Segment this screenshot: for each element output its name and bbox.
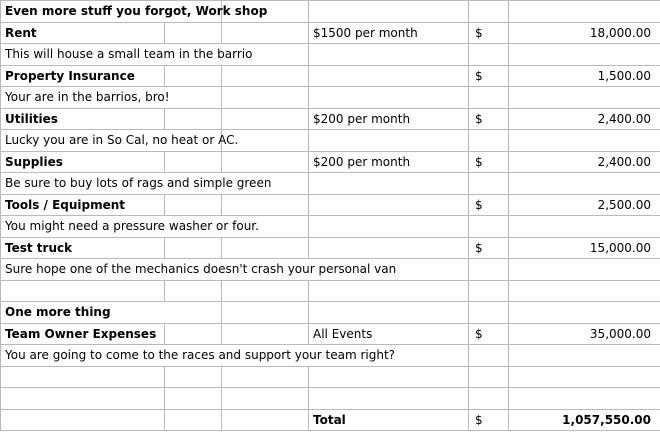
table-row [1, 130, 660, 152]
cell-note[interactable] [309, 130, 469, 152]
cell-currency[interactable] [469, 388, 509, 410]
label-text: One more thing [5, 305, 111, 319]
cell-note[interactable] [309, 237, 469, 259]
cell-currency[interactable] [469, 366, 509, 388]
table-row [1, 108, 660, 130]
cell-note[interactable] [309, 302, 469, 324]
budget-table-body [1, 1, 660, 431]
cell-label[interactable] [1, 280, 165, 302]
cell-amount[interactable] [509, 388, 660, 410]
cell-amount[interactable] [509, 44, 660, 66]
table-row [1, 65, 660, 87]
cell-note[interactable] [309, 1, 469, 23]
cell-amount[interactable] [509, 366, 660, 388]
cell-blank[interactable] [165, 87, 222, 109]
cell-label[interactable] [1, 130, 239, 152]
cell-blank[interactable] [165, 237, 222, 259]
cell-note[interactable]: $1500 per month [309, 22, 469, 44]
cell-blank[interactable] [222, 366, 309, 388]
cell-blank[interactable] [165, 388, 222, 410]
cell-label[interactable] [1, 151, 165, 173]
cell-note[interactable]: $200 per month [309, 108, 469, 130]
cell-amount[interactable]: 2,400.00 [509, 108, 660, 130]
cell-label[interactable] [1, 65, 165, 87]
cell-blank[interactable] [222, 409, 309, 431]
cell-currency[interactable]: $ [469, 151, 509, 173]
label-text: Utilities [5, 111, 58, 126]
cell-amount[interactable]: 1,500.00 [509, 65, 660, 87]
cell-note[interactable] [309, 44, 469, 66]
cell-amount[interactable]: 18,000.00 [509, 22, 660, 44]
label-text: You might need a pressure washer or four. [5, 219, 259, 233]
cell-label[interactable] [1, 22, 165, 44]
cell-amount[interactable] [509, 87, 660, 109]
cell-label[interactable] [1, 216, 259, 238]
cell-blank[interactable] [165, 302, 222, 324]
table-row [1, 216, 660, 238]
cell-blank[interactable] [222, 108, 309, 130]
label-text: Supplies [5, 154, 63, 169]
cell-note[interactable] [309, 280, 469, 302]
cell-blank[interactable] [165, 366, 222, 388]
cell-currency[interactable] [469, 130, 509, 152]
table-row [1, 345, 660, 367]
cell-label[interactable] [1, 345, 396, 367]
cell-label[interactable] [1, 409, 165, 431]
cell-label[interactable] [1, 388, 165, 410]
cell-note[interactable] [309, 194, 469, 216]
cell-currency[interactable] [469, 44, 509, 66]
cell-currency[interactable]: $ [469, 323, 509, 345]
cell-amount[interactable]: 2,500.00 [509, 194, 660, 216]
label-text: You are going to come to the races and support your team right? [5, 348, 396, 362]
cell-currency[interactable]: $ [469, 22, 509, 44]
table-row [1, 44, 660, 66]
cell-note[interactable] [309, 216, 469, 238]
cell-note[interactable] [309, 65, 469, 87]
table-row [1, 173, 660, 195]
cell-currency[interactable]: $ [469, 237, 509, 259]
label-text: Test truck [5, 240, 73, 255]
cell-label[interactable] [1, 87, 170, 109]
cell-blank[interactable] [165, 280, 222, 302]
cell-currency[interactable] [469, 280, 509, 302]
cell-blank[interactable] [222, 388, 309, 410]
table-row [1, 1, 660, 23]
cell-blank[interactable] [222, 323, 309, 345]
cell-blank[interactable] [222, 194, 309, 216]
cell-note[interactable]: $200 per month [309, 151, 469, 173]
cell-label[interactable] [1, 108, 165, 130]
cell-blank[interactable] [222, 65, 309, 87]
table-row [1, 302, 660, 324]
cell-note[interactable]: Total [309, 409, 469, 431]
cell-label[interactable] [1, 302, 165, 324]
cell-blank[interactable] [165, 22, 222, 44]
cell-amount[interactable]: 35,000.00 [509, 323, 660, 345]
cell-blank[interactable] [165, 409, 222, 431]
cell-amount[interactable] [509, 173, 660, 195]
label-text: Your are in the barrios, bro! [5, 90, 170, 104]
table-row [1, 151, 660, 173]
cell-blank[interactable] [222, 22, 309, 44]
cell-currency[interactable]: $ [469, 65, 509, 87]
cell-amount[interactable] [509, 302, 660, 324]
cell-amount[interactable]: 15,000.00 [509, 237, 660, 259]
label-text: Even more stuff you forgot, Work shop [5, 4, 268, 18]
cell-currency[interactable] [469, 345, 509, 367]
label-text: Sure hope one of the mechanics doesn't crash your personal van [5, 262, 397, 276]
cell-note[interactable] [309, 366, 469, 388]
cell-currency[interactable] [469, 1, 509, 23]
cell-amount[interactable]: 2,400.00 [509, 151, 660, 173]
cell-blank[interactable] [222, 237, 309, 259]
table-row [1, 409, 660, 431]
cell-amount[interactable] [509, 345, 660, 367]
cell-blank[interactable] [165, 194, 222, 216]
cell-currency[interactable] [469, 259, 509, 281]
cell-label[interactable] [1, 259, 397, 281]
cell-label[interactable] [1, 366, 165, 388]
cell-note[interactable]: All Events [309, 323, 469, 345]
label-text: Lucky you are in So Cal, no heat or AC. [5, 133, 239, 147]
cell-blank[interactable] [222, 151, 309, 173]
label-text: Tools / Equipment [5, 197, 126, 212]
cell-currency[interactable] [469, 173, 509, 195]
cell-blank[interactable] [165, 151, 222, 173]
cell-note[interactable] [309, 87, 469, 109]
cell-blank[interactable] [165, 323, 222, 345]
cell-currency[interactable] [469, 216, 509, 238]
table-row [1, 280, 660, 302]
label-text: Rent [5, 25, 37, 40]
label-text: Team Owner Expenses [5, 326, 157, 341]
cell-label[interactable] [1, 44, 253, 66]
cell-note[interactable] [309, 388, 469, 410]
label-text: Be sure to buy lots of rags and simple green [5, 176, 272, 190]
label-text: This will house a small team in the barrio [5, 47, 253, 61]
cell-label[interactable] [1, 237, 165, 259]
cell-amount[interactable] [509, 130, 660, 152]
table-row [1, 366, 660, 388]
cell-label[interactable] [1, 173, 272, 195]
table-row [1, 388, 660, 410]
cell-currency[interactable]: $ [469, 194, 509, 216]
cell-label[interactable] [1, 323, 165, 345]
table-row [1, 237, 660, 259]
cell-currency[interactable] [469, 87, 509, 109]
cell-blank[interactable] [222, 280, 309, 302]
table-row [1, 194, 660, 216]
cell-amount[interactable] [509, 216, 660, 238]
table-row [1, 87, 660, 109]
cell-blank[interactable] [165, 108, 222, 130]
cell-blank[interactable] [222, 87, 309, 109]
cell-note[interactable] [309, 173, 469, 195]
table-row [1, 22, 660, 44]
table-row [1, 323, 660, 345]
cell-label[interactable] [1, 194, 165, 216]
label-text: Property Insurance [5, 68, 135, 83]
cell-currency[interactable] [469, 302, 509, 324]
cell-amount[interactable] [509, 1, 660, 23]
table-row [1, 259, 660, 281]
cell-currency[interactable]: $ [469, 409, 509, 431]
cell-blank[interactable] [165, 65, 222, 87]
cell-amount[interactable]: 1,057,550.00 [509, 409, 660, 431]
cell-amount[interactable] [509, 280, 660, 302]
cell-label[interactable] [1, 1, 268, 23]
cell-blank[interactable] [222, 302, 309, 324]
cell-currency[interactable]: $ [469, 108, 509, 130]
cell-amount[interactable] [509, 259, 660, 281]
